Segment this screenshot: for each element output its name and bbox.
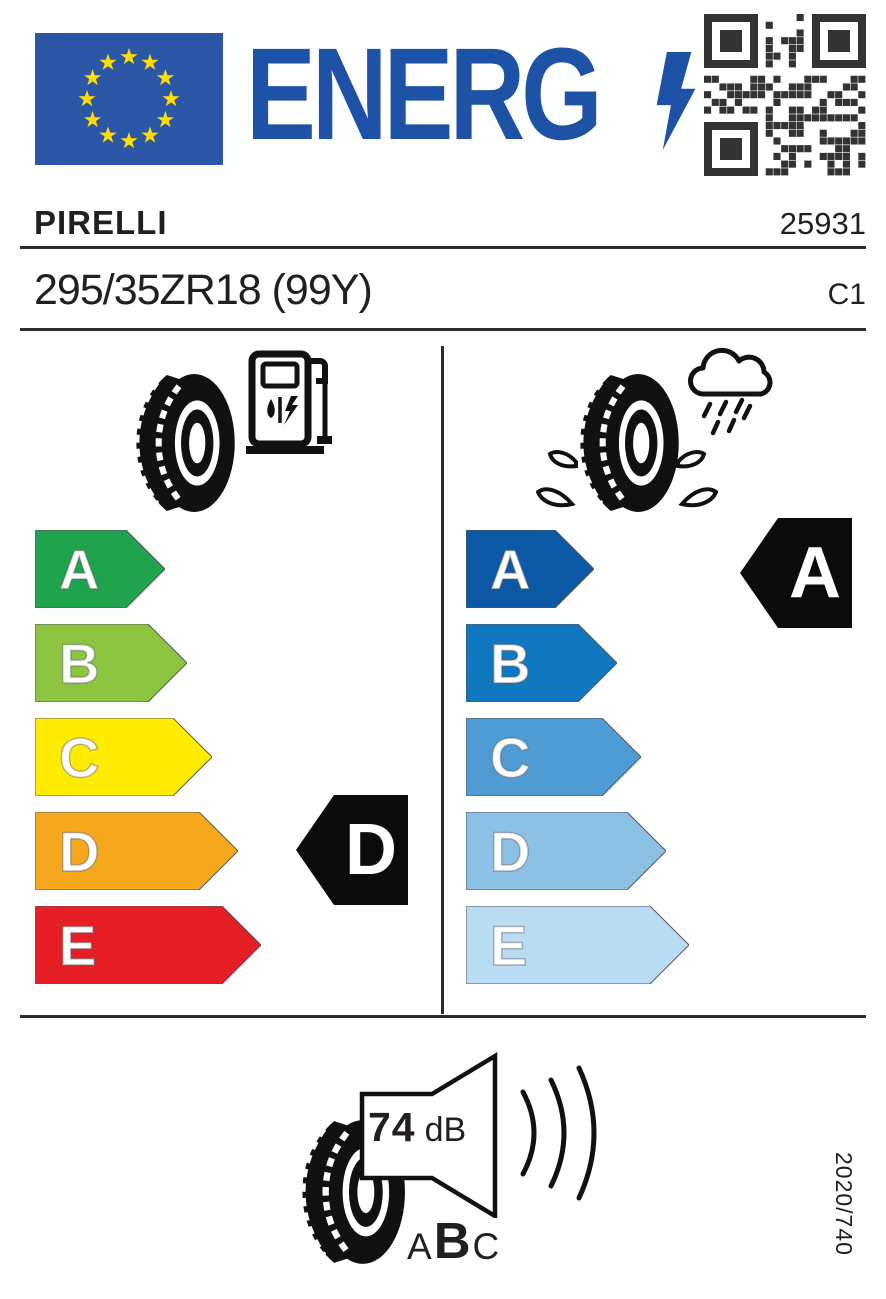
eu-flag-icon (35, 33, 223, 165)
grade-letter: E (59, 913, 97, 977)
grade-letter: A (59, 537, 100, 601)
noise-class-c: C (472, 1226, 500, 1268)
noise-decibels: 74 (368, 1104, 416, 1150)
column-divider (441, 346, 444, 1014)
fuel-grade-row-c (35, 718, 212, 796)
separator-line (20, 328, 866, 331)
noise-class-a: A (407, 1226, 432, 1268)
rain-cloud-icon (676, 346, 786, 446)
grade-letter: B (59, 631, 100, 695)
grade-letter: A (490, 537, 531, 601)
wet-grip-grade-row-b (466, 624, 617, 702)
tyre-class: C1 (827, 278, 866, 311)
water-splash-icon (536, 448, 580, 510)
noise-class-scale (407, 1212, 517, 1270)
grade-letter: C (490, 725, 531, 789)
wet-grip-rating: A (789, 533, 841, 613)
grade-letter: D (59, 819, 100, 883)
fuel-grade-row-b (35, 624, 187, 702)
noise-unit: dB (424, 1111, 467, 1149)
wet-grip-rating-indicator (740, 518, 852, 628)
noise-class-b-rated: B (433, 1212, 471, 1270)
energy-wordmark: ENERG (246, 20, 599, 167)
fuel-pump-icon (246, 348, 338, 458)
sound-waves-icon (505, 1052, 615, 1212)
fuel-grade-row-a (35, 530, 165, 608)
brand-name: PIRELLI (34, 204, 168, 241)
fuel-efficiency-rating-indicator (296, 795, 408, 905)
tyre-icon (570, 372, 682, 514)
lightning-bolt-icon (650, 52, 698, 150)
fuel-grade-row-e (35, 906, 261, 984)
grade-letter: E (490, 913, 528, 977)
article-number: 25931 (779, 206, 866, 241)
wet-grip-grade-row-c (466, 718, 641, 796)
grade-letter: C (59, 725, 100, 789)
fuel-grade-row-d (35, 812, 238, 890)
wet-grip-grade-row-d (466, 812, 666, 890)
water-splash-icon (674, 448, 718, 510)
wet-grip-grade-row-e (466, 906, 689, 984)
separator-line (20, 1015, 866, 1018)
wet-grip-grade-row-a (466, 530, 594, 608)
separator-line (20, 246, 866, 249)
regulation-number: 2020/740 (831, 1152, 857, 1256)
fuel-efficiency-rating: D (345, 810, 397, 890)
tyre-icon (126, 372, 238, 514)
noise-level (368, 1104, 466, 1151)
grade-letter: B (490, 631, 531, 695)
qr-code (704, 14, 866, 176)
tyre-dimensions: 295/35ZR18 (99Y) (34, 266, 372, 314)
grade-letter: D (490, 819, 531, 883)
